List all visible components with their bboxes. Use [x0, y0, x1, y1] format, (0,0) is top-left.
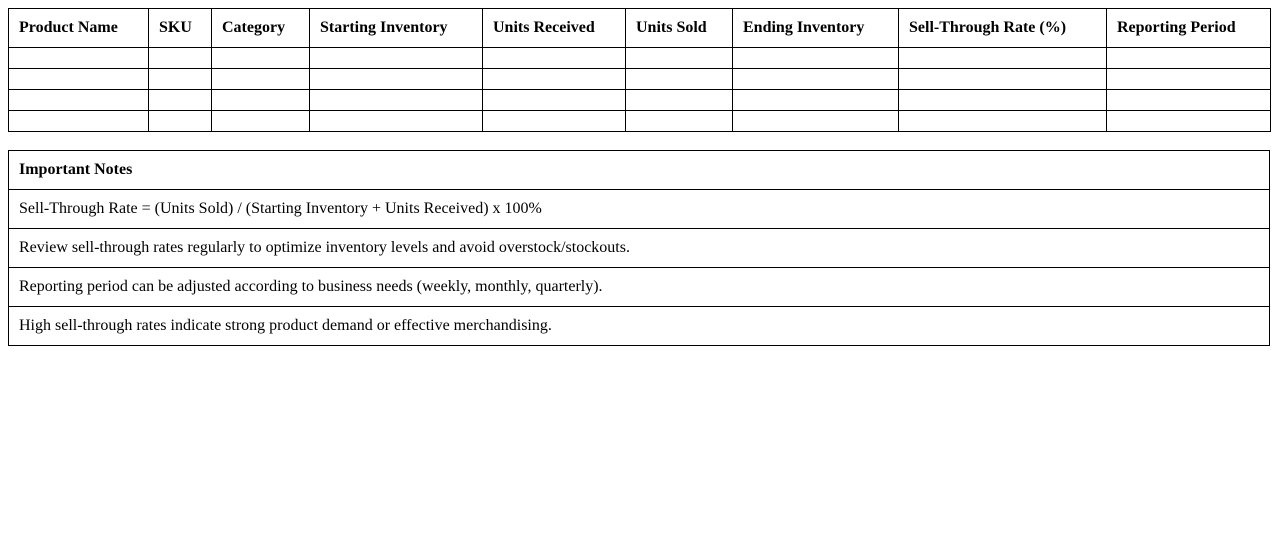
note-row: [9, 190, 1270, 229]
table-cell-ending-inventory: [733, 69, 899, 90]
column-header-product-name: Product Name: [9, 9, 149, 48]
table-cell-sku: [149, 111, 212, 132]
table-cell-units-received: [483, 48, 626, 69]
notes-heading-row: [9, 151, 1270, 190]
notes-heading: Important Notes: [9, 151, 1270, 190]
table-cell-starting-inventory: [310, 90, 483, 111]
document-body: [8, 8, 1270, 346]
inventory-table-body: [9, 48, 1271, 132]
column-header-category: Category: [212, 9, 310, 48]
table-cell-ending-inventory: [733, 48, 899, 69]
table-cell-product-name: [9, 48, 149, 69]
table-cell-reporting-period: [1107, 90, 1271, 111]
table-cell-sell-through-rate: [899, 69, 1107, 90]
note-high-sell-through: High sell-through rates indicate strong product demand or effective merchandising.: [9, 307, 1270, 346]
table-row: [9, 69, 1271, 90]
table-cell-sell-through-rate: [899, 111, 1107, 132]
table-cell-category: [212, 90, 310, 111]
column-header-sku: SKU: [149, 9, 212, 48]
table-cell-starting-inventory: [310, 69, 483, 90]
column-header-units-received: Units Received: [483, 9, 626, 48]
table-row: [9, 48, 1271, 69]
column-header-sell-through-rate: Sell-Through Rate (%): [899, 9, 1107, 48]
table-cell-ending-inventory: [733, 90, 899, 111]
table-cell-units-received: [483, 90, 626, 111]
table-cell-reporting-period: [1107, 111, 1271, 132]
table-cell-units-sold: [626, 111, 733, 132]
table-cell-units-received: [483, 111, 626, 132]
column-header-starting-inventory: Starting Inventory: [310, 9, 483, 48]
table-cell-category: [212, 48, 310, 69]
table-cell-product-name: [9, 90, 149, 111]
table-cell-reporting-period: [1107, 69, 1271, 90]
table-cell-sku: [149, 90, 212, 111]
note-sell-through-formula: Sell-Through Rate = (Units Sold) / (Starting Inventory + Units Received) x 100%: [9, 190, 1270, 229]
note-row: [9, 307, 1270, 346]
table-cell-product-name: [9, 111, 149, 132]
table-cell-category: [212, 111, 310, 132]
column-header-units-sold: Units Sold: [626, 9, 733, 48]
note-row: [9, 268, 1270, 307]
table-row: [9, 90, 1271, 111]
table-cell-sell-through-rate: [899, 48, 1107, 69]
table-cell-units-sold: [626, 48, 733, 69]
table-cell-sell-through-rate: [899, 90, 1107, 111]
column-header-ending-inventory: Ending Inventory: [733, 9, 899, 48]
table-cell-starting-inventory: [310, 48, 483, 69]
column-header-reporting-period: Reporting Period: [1107, 9, 1271, 48]
table-cell-reporting-period: [1107, 48, 1271, 69]
note-reporting-period: Reporting period can be adjusted according to business needs (weekly, monthly, quarterly).: [9, 268, 1270, 307]
table-cell-units-received: [483, 69, 626, 90]
table-cell-sku: [149, 69, 212, 90]
table-row: [9, 111, 1271, 132]
table-cell-sku: [149, 48, 212, 69]
important-notes-table: [8, 150, 1270, 346]
table-cell-units-sold: [626, 69, 733, 90]
note-review-rates: Review sell-through rates regularly to optimize inventory levels and avoid overstock/stockouts.: [9, 229, 1270, 268]
note-row: [9, 229, 1270, 268]
inventory-table: [8, 8, 1271, 132]
table-cell-ending-inventory: [733, 111, 899, 132]
table-cell-units-sold: [626, 90, 733, 111]
table-header-row: [9, 9, 1271, 48]
table-cell-category: [212, 69, 310, 90]
table-cell-starting-inventory: [310, 111, 483, 132]
table-cell-product-name: [9, 69, 149, 90]
